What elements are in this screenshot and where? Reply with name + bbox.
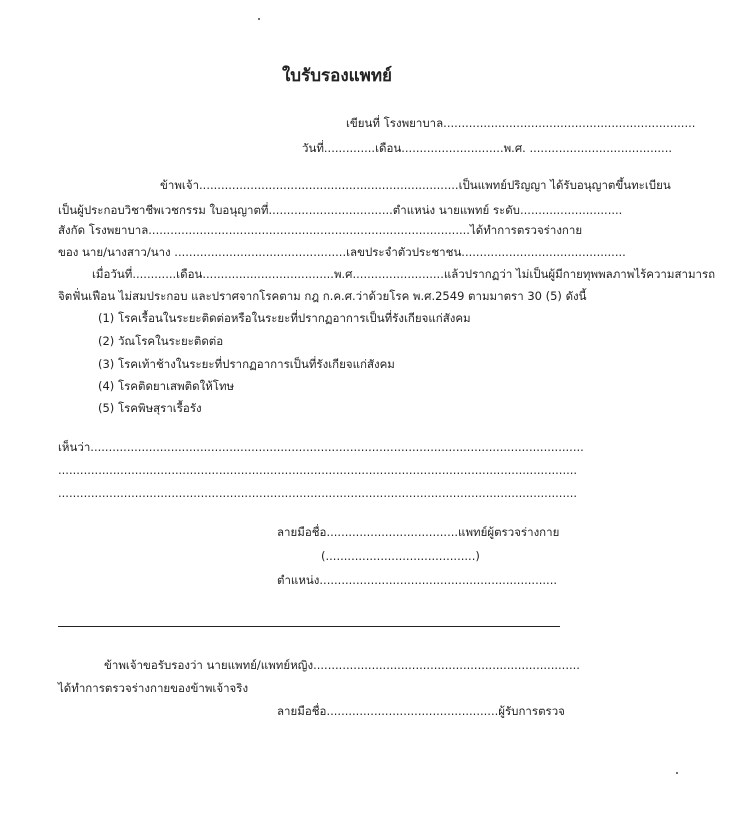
document-title: ใบรับรองแพทย์ — [282, 66, 392, 86]
hospital-line: สังกัด โรงพยาบาล........................................................................................ได้ทำการตรวจร่างกาย — [58, 223, 583, 237]
scan-speck — [258, 18, 260, 20]
section-divider — [58, 626, 560, 627]
position-line: ตำแหน่ง................................................................. — [277, 573, 558, 587]
license-line: เป็นผู้ประกอบวิชาชีพเวชกรรม ใบอนุญาตที่..................................ตำแหน่ง นายแพทย์ ระดับ............................ — [58, 203, 623, 217]
disease-item-5: (5) โรคพิษสุราเรื้อรัง — [98, 401, 202, 415]
exam-date-line: เมื่อวันที่............เดือน....................................พ.ศ.........................แล้วปรากฏว่า ไม่เป็นผู้มีกายทุพพลภาพไร้ความสามารถ — [92, 267, 716, 281]
written-at-line: เขียนที่ โรงพยาบาล..................................................................... — [346, 116, 696, 130]
confirmation-line-2: ได้ทำการตรวจร่างกายของข้าพเจ้าจริง — [58, 681, 249, 695]
doctor-name-line: ข้าพเจ้า.......................................................................เป็นแพทย์ปริญญา ได้รับอนุญาตขึ้นทะเบียน — [160, 178, 671, 192]
opinion-line-2: .............................................................................................................................................. — [58, 463, 578, 477]
patient-line: ของ นาย/นางสาว/นาง ...............................................เลขประจำตัวประชาชน............................................. — [58, 245, 626, 259]
disease-item-4: (4) โรคติดยาเสพติดให้โทษ — [98, 379, 235, 393]
patient-signature-line: ลายมือชื่อ...............................................ผู้รับการตรวจ — [277, 704, 565, 718]
scan-speck — [676, 772, 678, 774]
opinion-line-3: .............................................................................................................................................. — [58, 486, 578, 500]
doctor-printed-name-line: (.........................................) — [321, 549, 480, 563]
regulation-line: จิตฟั่นเฟือน ไม่สมประกอบ และปราศจากโรคตาม กฎ ก.ค.ศ.ว่าด้วยโรค พ.ศ.2549 ตามมาตรา 30 (5) ดังนี้ — [58, 289, 587, 303]
disease-item-2: (2) วัณโรคในระยะติดต่อ — [98, 334, 224, 348]
date-line: วันที่..............เดือน............................พ.ศ. ....................................... — [302, 141, 673, 155]
opinion-line-1: เห็นว่า....................................................................................................................................... — [58, 440, 584, 454]
disease-item-1: (1) โรคเรื้อนในระยะติดต่อหรือในระยะที่ปรากฏอาการเป็นที่รังเกียจแก่สังคม — [98, 311, 471, 325]
doctor-signature-line: ลายมือชื่อ....................................แพทย์ผู้ตรวจร่างกาย — [277, 525, 560, 539]
disease-item-3: (3) โรคเท้าช้างในระยะที่ปรากฏอาการเป็นที่รังเกียจแก่สังคม — [98, 357, 395, 371]
confirmation-line: ข้าพเจ้าขอรับรองว่า นายแพทย์/แพทย์หญิง......................................................................... — [104, 658, 580, 672]
